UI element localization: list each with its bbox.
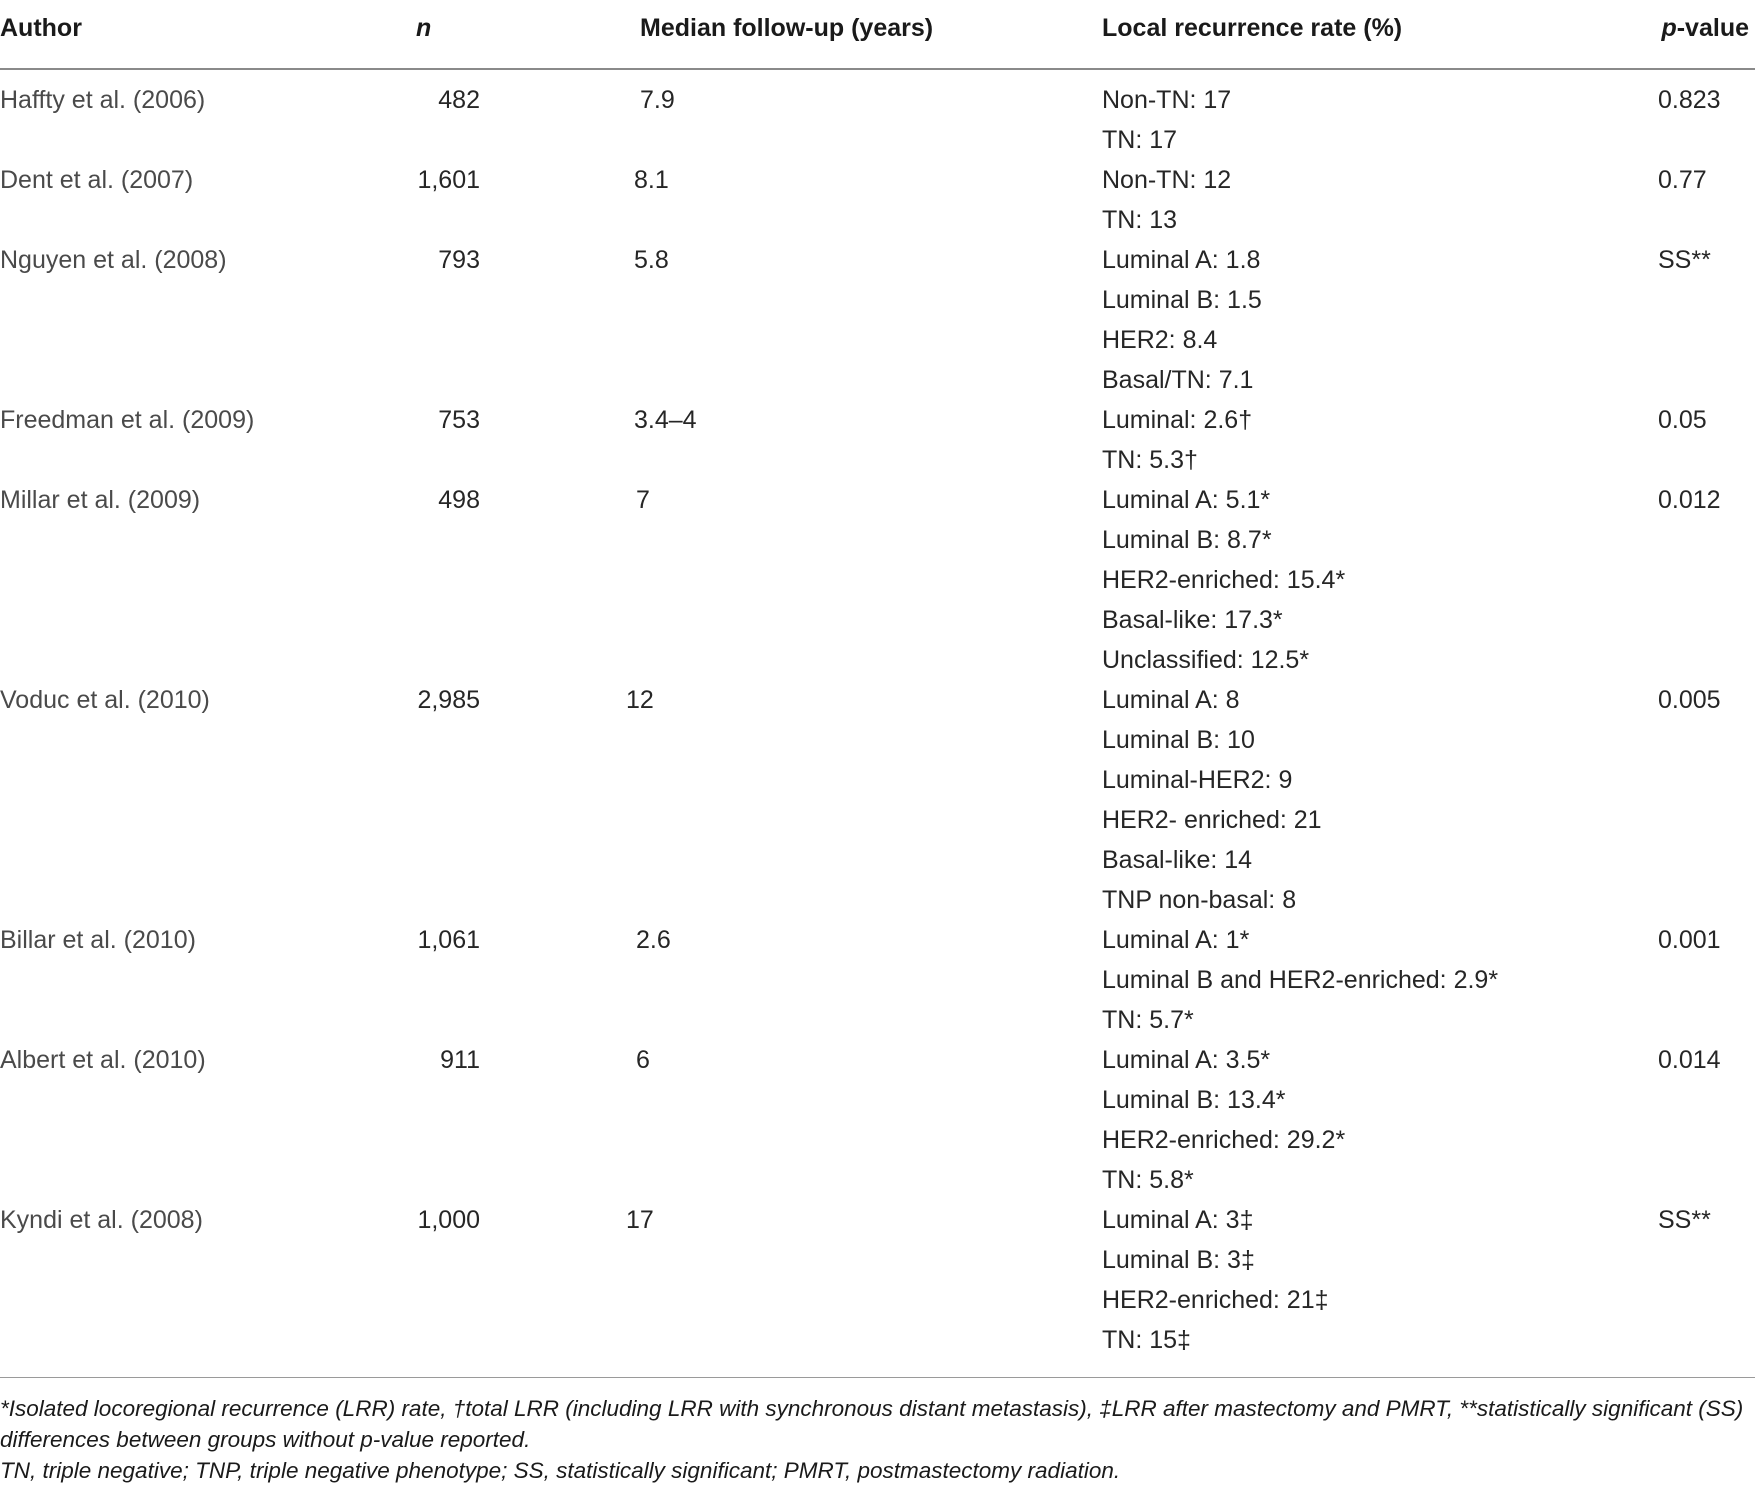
lrr-cell xyxy=(1102,400,1252,480)
author-cell: Kyndi et al. (2008) xyxy=(0,1206,203,1234)
lrr-line: Luminal A: 5.1* xyxy=(1102,486,1271,514)
lrr-line: Luminal-HER2: 9 xyxy=(1102,766,1293,794)
author-cell: Billar et al. (2010) xyxy=(0,926,196,954)
header-lrr: Local recurrence rate (%) xyxy=(1102,14,1403,42)
p-value-cell: SS** xyxy=(1658,246,1711,274)
lrr-cell xyxy=(1102,80,1231,160)
lrr-line: TN: 15‡ xyxy=(1102,1326,1191,1354)
lrr-cell xyxy=(1102,240,1262,400)
footer-rule xyxy=(0,1377,1755,1378)
lrr-line: HER2-enriched: 29.2* xyxy=(1102,1126,1346,1154)
lrr-cell xyxy=(1102,1040,1345,1200)
author-cell: Dent et al. (2007) xyxy=(0,166,194,194)
lrr-line: HER2- enriched: 21 xyxy=(1102,806,1322,834)
lrr-line: Luminal B: 13.4* xyxy=(1102,1086,1286,1114)
header-rule xyxy=(0,68,1755,70)
lrr-cell xyxy=(1102,1200,1329,1360)
lrr-line: Luminal A: 1.8 xyxy=(1102,246,1261,274)
p-value-cell: 0.823 xyxy=(1658,86,1721,114)
p-value-cell: 0.012 xyxy=(1658,486,1721,514)
author-cell: Albert et al. (2010) xyxy=(0,1046,206,1074)
lrr-line: HER2-enriched: 15.4* xyxy=(1102,566,1346,594)
lrr-line: Basal/TN: 7.1 xyxy=(1102,366,1254,394)
lrr-cell xyxy=(1102,680,1322,920)
lrr-line: TN: 5.8* xyxy=(1102,1166,1194,1194)
lrr-line: Luminal A: 3‡ xyxy=(1102,1206,1254,1234)
lrr-line: Non-TN: 12 xyxy=(1102,166,1232,194)
n-cell: 1,061 xyxy=(417,926,480,954)
n-cell: 911 xyxy=(440,1046,480,1074)
lrr-line: Luminal B: 1.5 xyxy=(1102,286,1262,314)
lrr-line: TN: 5.7* xyxy=(1102,1006,1194,1034)
lrr-line: TN: 13 xyxy=(1102,206,1178,234)
lrr-line: Luminal A: 1* xyxy=(1102,926,1250,954)
follow-up-cell: 8.1 xyxy=(634,166,669,194)
p-value-cell: 0.005 xyxy=(1658,686,1721,714)
header-author: Author xyxy=(0,14,82,42)
footnote-abbreviations: TN, triple negative; TNP, triple negative phenotype; SS, statistically significant; PMRT, postmastectomy radiation. xyxy=(0,1458,1121,1483)
header-follow-up: Median follow-up (years) xyxy=(640,14,934,42)
author-cell: Nguyen et al. (2008) xyxy=(0,246,227,274)
follow-up-cell: 6 xyxy=(636,1046,650,1074)
lrr-line: Luminal A: 8 xyxy=(1102,686,1240,714)
lrr-line: Luminal: 2.6† xyxy=(1102,406,1253,434)
lrr-cell xyxy=(1102,480,1345,680)
lrr-line: Non-TN: 17 xyxy=(1102,86,1232,114)
lrr-line: Luminal B: 3‡ xyxy=(1102,1246,1255,1274)
p-value-cell: 0.014 xyxy=(1658,1046,1721,1074)
n-cell: 2,985 xyxy=(417,686,480,714)
follow-up-cell: 7 xyxy=(636,486,650,514)
follow-up-cell: 12 xyxy=(626,686,654,714)
lrr-line: TNP non-basal: 8 xyxy=(1102,886,1297,914)
header-p-rest: -value xyxy=(1676,14,1749,42)
lrr-line: HER2: 8.4 xyxy=(1102,326,1218,354)
follow-up-cell: 17 xyxy=(626,1206,654,1234)
author-cell: Freedman et al. (2009) xyxy=(0,406,255,434)
footnote-symbols: *Isolated locoregional recurrence (LRR) rate, †total LRR (including LRR with synchronous distant metastasis), ‡LRR after mastectomy and PMRT, **statistically significant (SS) differences between groups without p-value reported. xyxy=(0,1396,1744,1452)
lrr-line: TN: 5.3† xyxy=(1102,446,1198,474)
header-n xyxy=(416,14,431,43)
lrr-line: Unclassified: 12.5* xyxy=(1102,646,1310,674)
follow-up-cell: 7.9 xyxy=(640,86,675,114)
header-n-text: n xyxy=(416,14,432,42)
follow-up-cell: 5.8 xyxy=(634,246,669,274)
lrr-cell xyxy=(1102,160,1231,240)
n-cell: 753 xyxy=(438,406,480,434)
author-cell: Millar et al. (2009) xyxy=(0,486,201,514)
follow-up-cell: 2.6 xyxy=(636,926,671,954)
lrr-line: Basal-like: 14 xyxy=(1102,846,1253,874)
lrr-line: Luminal B: 8.7* xyxy=(1102,526,1272,554)
footnotes xyxy=(0,1393,1755,1486)
n-cell: 1,000 xyxy=(417,1206,480,1234)
p-value-cell: 0.001 xyxy=(1658,926,1721,954)
lrr-line: HER2-enriched: 21‡ xyxy=(1102,1286,1329,1314)
n-cell: 482 xyxy=(438,86,480,114)
p-value-cell: 0.05 xyxy=(1658,406,1707,434)
n-cell: 793 xyxy=(438,246,480,274)
lrr-line: Basal-like: 17.3* xyxy=(1102,606,1283,634)
author-cell: Haffty et al. (2006) xyxy=(0,86,206,114)
author-cell: Voduc et al. (2010) xyxy=(0,686,210,714)
lrr-cell xyxy=(1102,920,1498,1040)
header-p-italic: p xyxy=(1661,14,1677,42)
lrr-line: Luminal A: 3.5* xyxy=(1102,1046,1271,1074)
follow-up-cell: 3.4–4 xyxy=(634,406,697,434)
n-cell: 498 xyxy=(438,486,480,514)
p-value-cell: SS** xyxy=(1658,1206,1711,1234)
n-cell: 1,601 xyxy=(417,166,480,194)
header-p-value xyxy=(1661,14,1749,43)
lrr-line: Luminal B: 10 xyxy=(1102,726,1255,754)
lrr-line: TN: 17 xyxy=(1102,126,1178,154)
p-value-cell: 0.77 xyxy=(1658,166,1707,194)
lrr-line: Luminal B and HER2-enriched: 2.9* xyxy=(1102,966,1499,994)
